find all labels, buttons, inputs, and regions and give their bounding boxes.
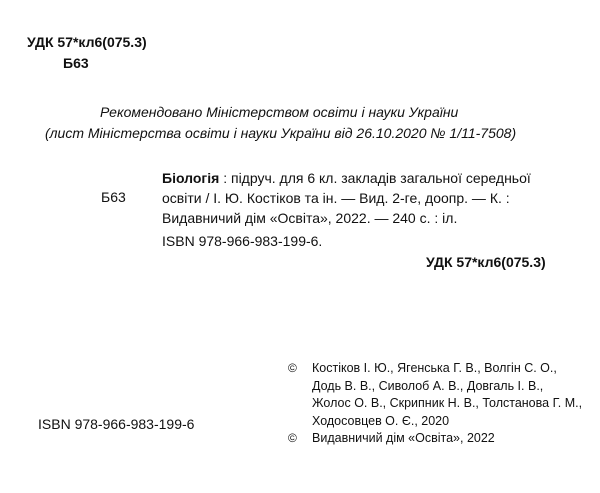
copyright-author-line: Жолос О. В., Скрипник Н. В., Толстанова Г. М., xyxy=(312,396,583,410)
copyright-author-line: Додь В. В., Сиволоб А. В., Довгаль І. В., xyxy=(312,378,544,393)
bibliographic-description xyxy=(162,168,562,228)
copyright-author-line: Костіков І. Ю., Ягенська Г. В., Волгін С. О., xyxy=(312,361,557,375)
copyright-block xyxy=(288,360,582,448)
copyright-authors xyxy=(312,360,582,430)
classification-code-top: Б63 xyxy=(63,55,89,71)
recommendation-line-2: (лист Міністерства освіти і науки України від 26.10.2020 № 1/11-7508) xyxy=(45,125,517,141)
isbn-description: ISBN 978-966-983-199-6. xyxy=(162,233,323,249)
bibliography-line-1-rest: : підруч. для 6 кл. закладів загальної середньої xyxy=(219,170,531,186)
bibliography-line-1 xyxy=(162,168,562,188)
udk-code-top: УДК 57*кл6(075.3) xyxy=(27,34,147,50)
udk-code-right: УДК 57*кл6(075.3) xyxy=(426,254,546,270)
copyright-authors-row xyxy=(288,360,582,430)
copyright-symbol: © xyxy=(288,431,297,445)
copyright-symbol: © xyxy=(288,361,297,375)
bibliography-line-3: Видавничий дім «Освіта», 2022. — 240 с. : іл. xyxy=(162,210,458,226)
bibliography-line-2: освіти / І. Ю. Костіков та ін. — Вид. 2-ге, доопр. — К. : xyxy=(162,190,510,206)
recommendation-line-1: Рекомендовано Міністерством освіти і науки України xyxy=(100,104,459,120)
bibliography-code: Б63 xyxy=(101,189,126,205)
copyright-author-line: Ходосовцев О. Є., 2020 xyxy=(312,413,450,428)
isbn-bottom: ISBN 978-966-983-199-6 xyxy=(38,416,195,432)
copyright-publisher: Видавничий дім «Освіта», 2022 xyxy=(312,431,495,445)
book-title: Біологія xyxy=(162,170,220,186)
copyright-publisher-row xyxy=(288,430,582,448)
